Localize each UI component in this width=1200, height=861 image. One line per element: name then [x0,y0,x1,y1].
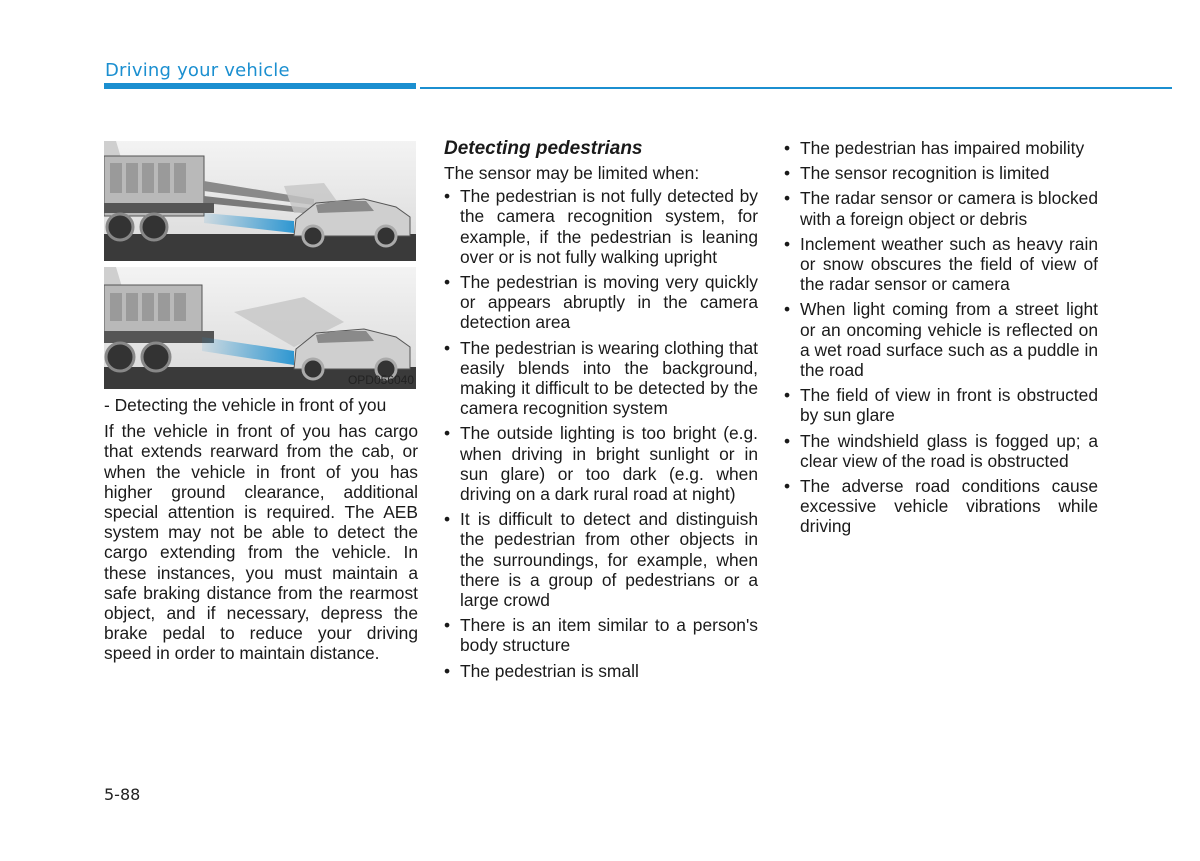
list-item: • When light coming from a street light or an oncoming vehicle is reflected on a wet road surface such as a puddle in the road [784,299,1098,380]
pedestrian-limitations-list [444,186,758,681]
sensor-limitations-list [784,138,1098,537]
header-rule-thin [420,87,1172,89]
list-item: • The outside lighting is too bright (e.g. when driving in bright sunlight or in sun glare) or too dark (e.g. when driving on a dark rural road at night) [444,423,758,504]
illustration-figure [104,141,416,389]
cargo-paragraph: If the vehicle in front of you has cargo that extends rearward from the cab, or when the vehicle in front of you has higher ground clearance, additional special attention is required. The AEB system may not be able to detect the cargo extending from the vehicle. In these instances, you must maintain a safe braking distance from the rearmost object, and if necessary, depress the brake pedal to reduce your driving speed in order to maintain distance. [104,421,418,664]
figure-code: OPD056040 [347,373,414,387]
illustration-panel-bottom [104,267,416,389]
list-item: • The radar sensor or camera is blocked with a foreign object or debris [784,188,1098,228]
subsection-heading: Detecting pedestrians [444,138,643,159]
truck-car-illustration-bottom [104,267,416,389]
list-item: • It is difficult to detect and distinguish the pedestrian from other objects in the surroundings, for example, when there is a group of pedestrians or a large crowd [444,509,758,610]
intro-text: The sensor may be limited when: [444,163,700,183]
page-number: 5-88 [104,785,141,804]
header-rule-thick [104,83,416,89]
list-item: • The pedestrian is small [444,661,758,681]
column-3 [784,138,1098,542]
list-item: • The sensor recognition is limited [784,163,1098,183]
column-2 [444,138,758,686]
figure-caption: - Detecting the vehicle in front of you [104,395,387,415]
list-item: • The pedestrian is moving very quickly or appears abruptly in the camera detection area [444,272,758,333]
column-1 [104,395,418,664]
list-item: • Inclement weather such as heavy rain or snow obscures the field of view of the radar sensor or camera [784,234,1098,295]
list-item: • The pedestrian is wearing clothing that easily blends into the background, making it difficult to be detected by the camera recognition system [444,338,758,419]
list-item: • The adverse road conditions cause excessive vehicle vibrations while driving [784,476,1098,537]
section-title: Driving your vehicle [105,60,290,81]
list-item: • The field of view in front is obstructed by sun glare [784,385,1098,425]
illustration-panel-top [104,141,416,261]
list-item: • The windshield glass is fogged up; a clear view of the road is obstructed [784,431,1098,471]
list-item: • There is an item similar to a person's body structure [444,615,758,655]
list-item: • The pedestrian has impaired mobility [784,138,1098,158]
truck-car-illustration-top [104,141,416,261]
list-item: • The pedestrian is not fully detected by the camera recognition system, for example, if the pedestrian is leaning over or is not fully walking upright [444,186,758,267]
